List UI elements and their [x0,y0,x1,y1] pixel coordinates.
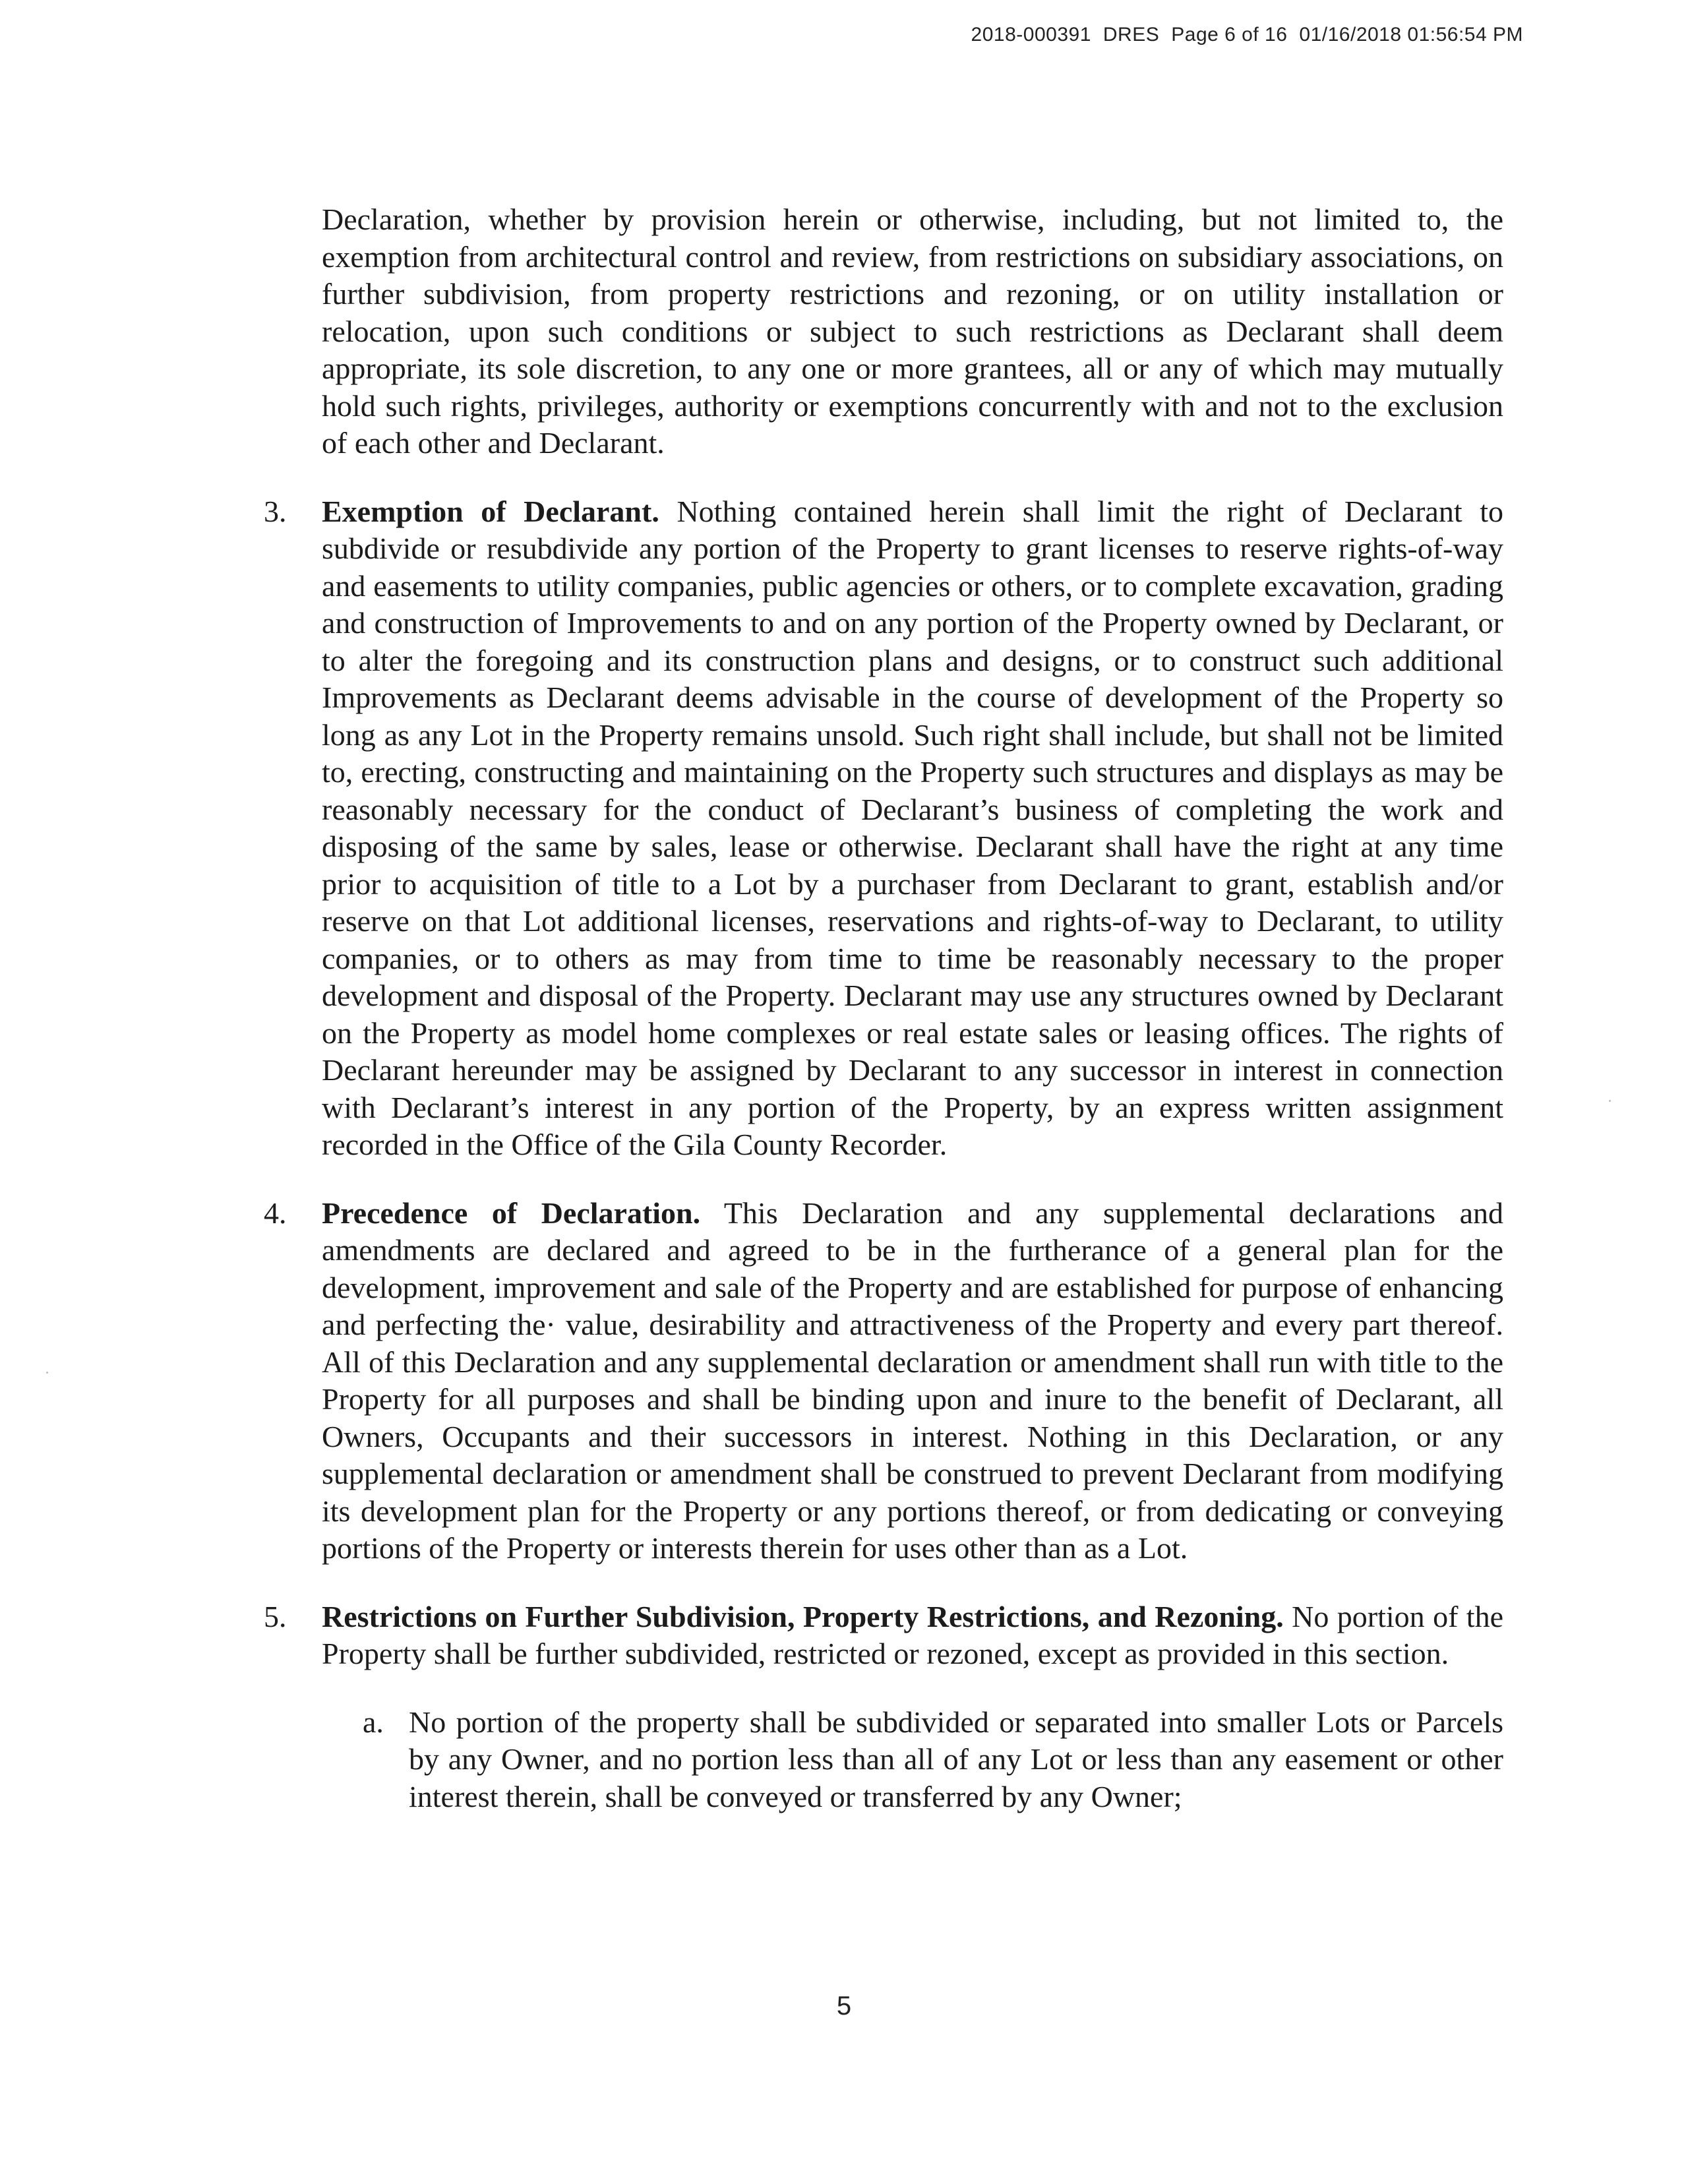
section-text: This Declaration and any supplemental declarations and amendments are declared and agreed to be in the furtherance of a general plan for the development, improvement and sale of the Property and are established for purpose of enhancing and perfecting the· value, desirability and attractiveness of the Property and every part thereof. All of this Declaration and any supplemental declaration or amendment shall run with title to the Property for all purposes and shall be binding upon and inure to the benefit of Declarant, all Owners, Occupants and their successors in interest. Nothing in this Declaration, or any supplemental declaration or amendment shall be construed to prevent Declarant from modifying its development plan for the Property or any portions thereof, or from dedicating or conveying portions of the Property or interests therein for uses other than as a Lot. [322,1196,1503,1565]
section-heading: Precedence of Declaration. [322,1196,701,1230]
section-4 [264,1195,1503,1567]
stamp-doc-type: DRES [1102,24,1160,46]
document-body [264,201,1503,1846]
section-number: 3. [264,494,287,528]
scan-speck [1609,1100,1611,1102]
stamp-doc-number: 2018-000391 [971,24,1091,46]
section-heading: Restrictions on Further Subdivision, Property Restrictions, and Rezoning. [322,1599,1284,1633]
subsection-text: No portion of the property shall be subdivided or separated into smaller Lots or Parcels by any Owner, and no portion less than all of any Lot or less than any easement or other interest therein, shall be conveyed or transferred by any Owner; [409,1705,1503,1813]
section-text: Nothing contained herein shall limit the right of Declarant to subdivide or resubdivide any portion of the Property to grant licenses to reserve rights-of-way and easements to utility companies, public agencies or others, or to complete excavation, grading and construction of Improvements to and on any portion of the Property owned by Declarant, or to alter the foregoing and its construction plans and designs, or to construct such additional Improvements as Declarant deems advisable in the course of development of the Property so long as any Lot in the Property remains unsold. Such right shall include, but shall not be limited to, erecting, constructing and maintaining on the Property such structures and displays as may be reasonably necessary for the conduct of Declarant’s business of completing the work and disposing of the same by sales, lease or otherwise. Declarant shall have the right at any time prior to acquisition of title to a Lot by a purchaser from Declarant to grant, establish and/or reserve on that Lot additional licenses, reservations and rights-of-way to Declarant, to utility companies, or to others as may from time to time be reasonably necessary to the proper development and disposal of the Property. Declarant may use any structures owned by Declarant on the Property as model home complexes or real estate sales or leasing offices. The rights of Declarant hereunder may be assigned by Declarant to any successor in interest in connection with Declarant’s interest in any portion of the Property, by an express written assignment recorded in the Office of the Gila County Recorder. [322,494,1504,1161]
page-number: 5 [836,1991,852,2020]
stamp-timestamp: 01/16/2018 01:56:54 PM [1299,24,1523,46]
section-5 [264,1598,1503,1673]
intro-paragraph: Declaration, whether by provision herein or otherwise, including, but not limited to, the exemption from architectural control and review, from restrictions on subsidiary associations, on further subdivision, from property restrictions and rezoning, or on utility installation or relocation, upon such conditions or subject to such restrictions as Declarant shall deem appropriate, its sole discretion, to any one or more grantees, all or any of which may mutually hold such rights, privileges, authority or exemptions concurrently with and not to the exclusion of each other and Declarant. [322,202,1503,460]
section-number: 5. [264,1599,287,1633]
scan-speck [46,1372,48,1374]
section-3 [264,493,1503,1164]
subsection-a [264,1704,1503,1816]
section-number: 4. [264,1196,287,1230]
recording-stamp [971,24,1523,46]
section-heading: Exemption of Declarant. [322,494,659,528]
section-text: No portion of the Property shall be further subdivided, restricted or rezoned, except as provided in this section. [322,1599,1503,1670]
stamp-page-info: Page 6 of 16 [1171,24,1288,46]
subsection-letter: a. [363,1705,384,1739]
